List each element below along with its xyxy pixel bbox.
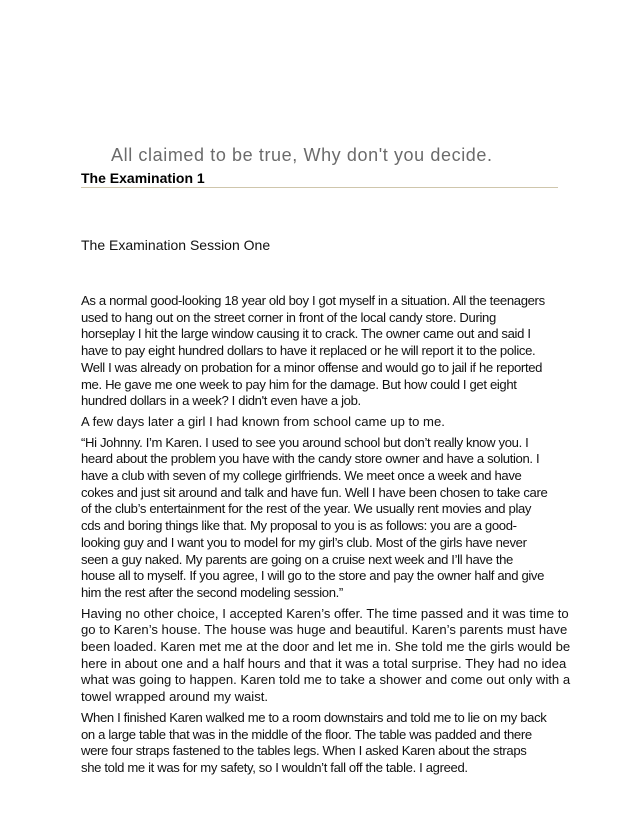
paragraph-line: were four straps fastened to the tables legs. When I asked Karen about the straps [81,743,527,759]
paragraph [81,293,561,410]
paragraph-line: looking guy and I want you to model for my girl’s club. Most of the girls have never [81,534,527,550]
paragraph-line: have a club with seven of my college girlfriends. We meet once a week and have [81,468,522,484]
paragraph-line: heard about the problem you have with the candy store owner and have a solution. I [81,451,540,467]
paragraph-line: house all to myself. If you agree, I will go to the store and pay the owner half and give [81,568,545,584]
paragraph-line: A few days later a girl I had known from school came up to me. [81,413,445,429]
paragraph-line: hundred dollars in a week? I didn't even have a job. [81,393,361,409]
paragraph-line: seen a guy naked. My parents are going on a cruise next week and I’ll have the [81,551,513,567]
paragraph-line: “Hi Johnny. I’m Karen. I used to see you around school but don’t really know you. I [81,434,529,450]
paragraph-line: have to pay eight hundred dollars to have it replaced or he will report it to the police. [81,343,536,359]
paragraph-line: of the club’s entertainment for the rest of the year. We usually rent movies and play [81,501,532,517]
paragraph-line: go to Karen’s house. The house was huge and beautiful. Karen’s parents must have [81,622,568,638]
paragraph-line: horseplay I hit the large window causing it to crack. The owner came out and said I [81,326,531,342]
paragraph-line: cds and boring things like that. My proposal to you is as follows: you are a good- [81,518,517,534]
paragraph-line: been loaded. Karen met me at the door and let me in. She told me the girls would be [81,639,571,655]
paragraph-line: me. He gave me one week to pay him for the damage. But how could I get eight [81,376,517,392]
paragraph-line: As a normal good-looking 18 year old boy I got myself in a situation. All the teenagers [81,293,545,308]
paragraph-line: she told me it was for my safety, so I wouldn’t fall off the table. I agreed. [81,759,468,775]
paragraph-line: on a large table that was in the middle of the floor. The table was padded and there [81,726,532,742]
paragraph-line: When I finished Karen walked me to a room downstairs and told me to lie on my back [81,709,547,725]
story-body [81,293,571,781]
paragraph-line: what was going to happen. Karen told me to take a shower and come out only with a [81,672,571,688]
session-title: The Examination Session One [81,237,271,253]
paragraph-line: used to hang out on the street corner in front of the local candy store. During [81,309,496,325]
paragraph-line: him the rest after the second modeling session.” [81,584,343,600]
paragraph [81,605,571,706]
paragraph-line: here in about one and a half hours and that it was a total surprise. They had no idea [81,655,567,671]
chapter-heading: The Examination 1 [81,170,205,186]
document-tagline: All claimed to be true, Why don't you decide. [111,145,493,165]
paragraph-line: towel wrapped around my waist. [81,689,269,705]
paragraph-line: Well I was already on probation for a minor offense and would go to jail if he reported [81,359,543,375]
paragraph [81,710,561,777]
paragraph-line: cokes and just sit around and talk and have fun. Well I have been chosen to take care [81,484,548,500]
heading-divider [81,187,558,188]
paragraph [81,435,561,602]
paragraph-line: Having no other choice, I accepted Karen’s offer. The time passed and it was time to [81,605,569,621]
paragraph [81,414,561,431]
